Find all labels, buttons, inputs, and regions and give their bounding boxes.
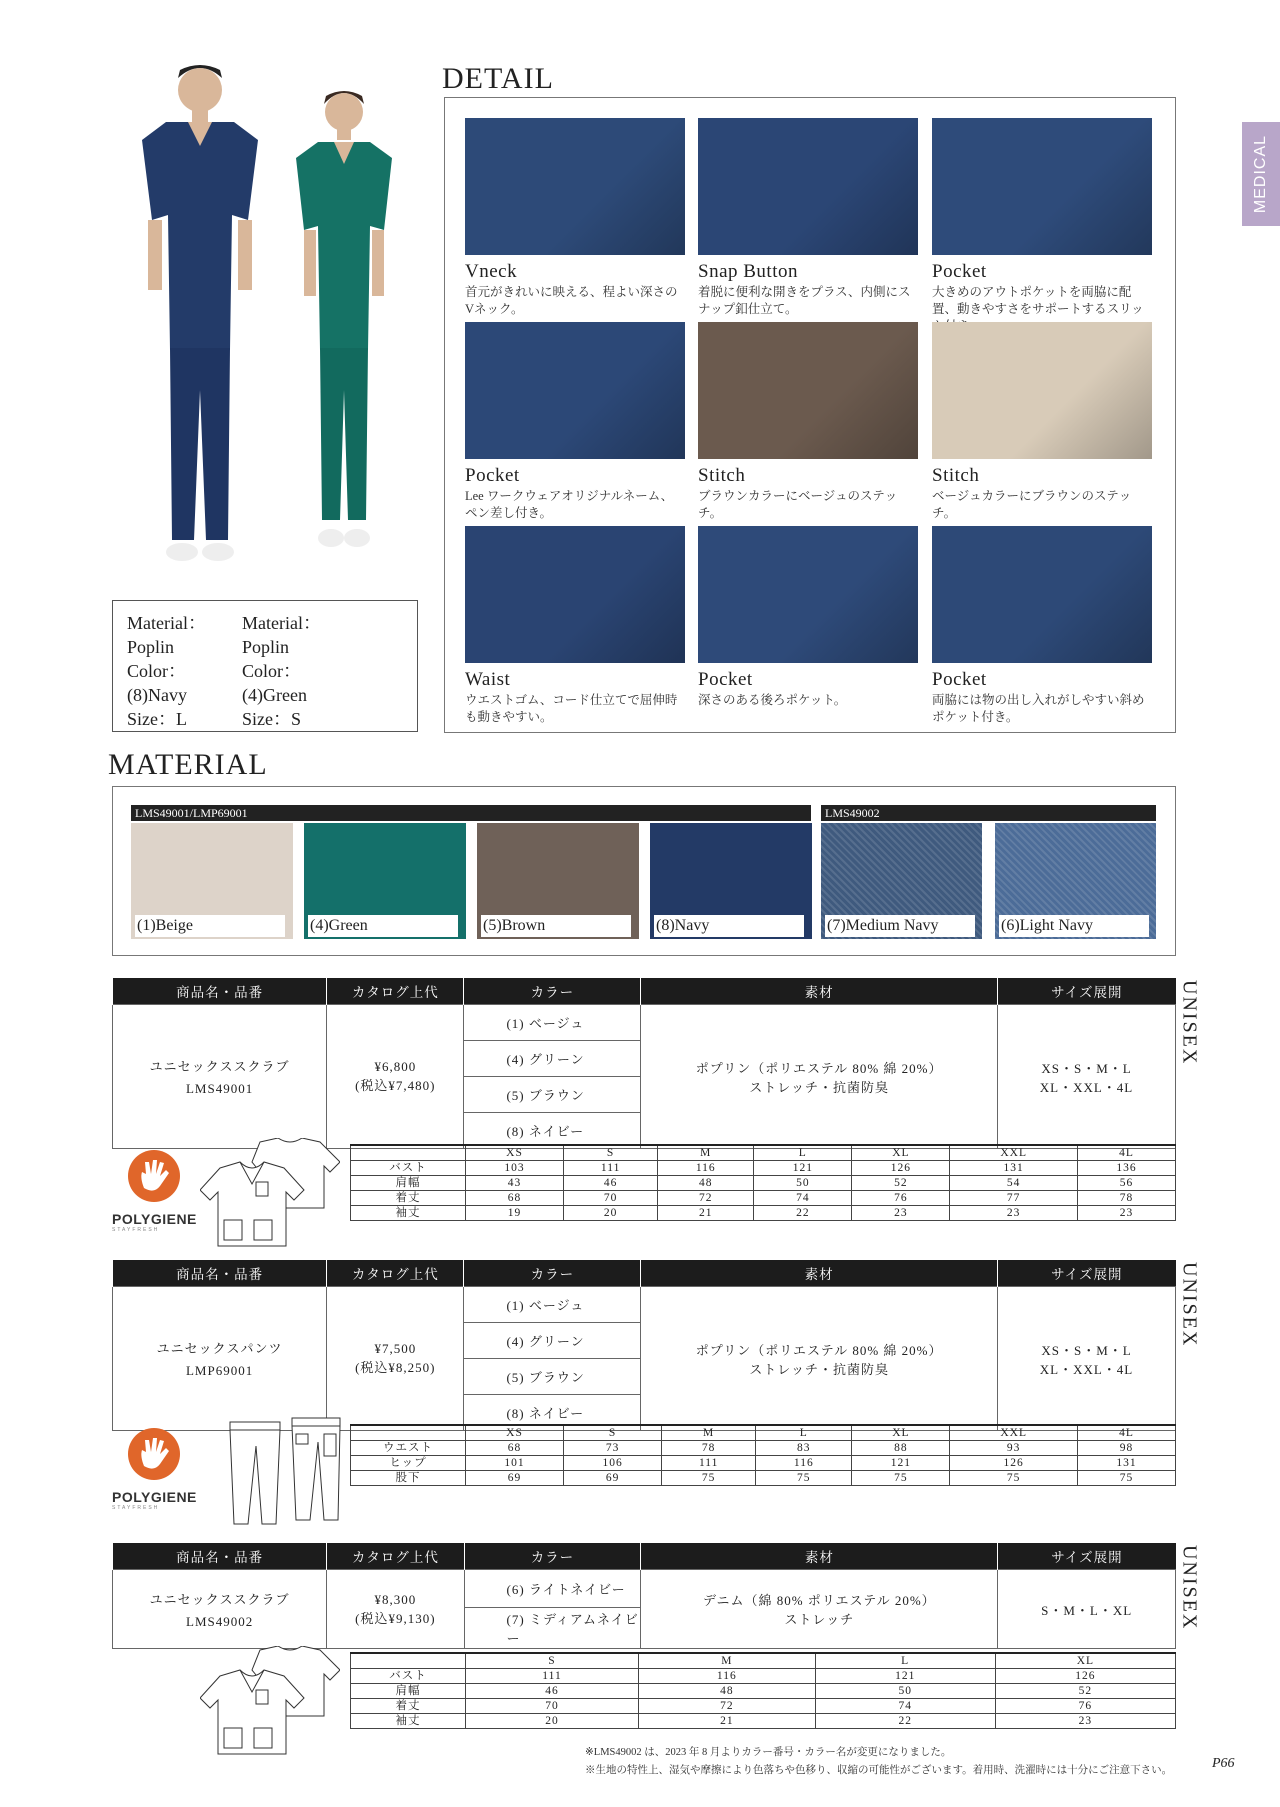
detail-description: ブラウンカラーにベージュのステッチ。 bbox=[698, 489, 898, 520]
footnotes bbox=[585, 1744, 1172, 1780]
size-col-header: L bbox=[815, 1653, 995, 1669]
size-value: 88 bbox=[852, 1441, 950, 1456]
detail-description: ベージュカラーにブラウンのステッチ。 bbox=[932, 489, 1132, 520]
product-sizes-cell bbox=[998, 1005, 1176, 1149]
size-row-label: 肩幅 bbox=[351, 1176, 466, 1191]
size-chart-corner bbox=[351, 1653, 466, 1669]
size-row-label: ヒップ bbox=[351, 1456, 466, 1471]
size-value: 131 bbox=[1077, 1456, 1175, 1471]
material-heading: MATERIAL bbox=[108, 748, 268, 781]
size-value: 50 bbox=[815, 1684, 995, 1699]
size-chart-corner bbox=[351, 1145, 466, 1161]
detail-description: ウエストゴム、コード仕立てで屈伸時も動きやすい。 bbox=[465, 693, 678, 724]
swatch-label: (8)Navy bbox=[654, 915, 804, 937]
size-chart-header bbox=[351, 1425, 1176, 1441]
product-material: ポプリン（ポリエステル 80% 綿 20%） bbox=[695, 1060, 943, 1076]
product-price-tax: (税込¥9,130) bbox=[355, 1610, 436, 1626]
size-chart bbox=[350, 1424, 1176, 1486]
detail-photo bbox=[465, 526, 685, 663]
product-price-tax: (税込¥8,250) bbox=[355, 1360, 436, 1375]
polygiene-hand-icon bbox=[126, 1426, 182, 1482]
product-row bbox=[113, 1570, 1176, 1608]
size-chart-row bbox=[351, 1699, 1176, 1714]
category-tab-label: MEDICAL bbox=[1252, 134, 1269, 214]
size-value: 72 bbox=[658, 1191, 754, 1206]
size-col-header: XL bbox=[852, 1145, 950, 1161]
size-col-header: S bbox=[466, 1653, 639, 1669]
size-col-header: L bbox=[754, 1145, 852, 1161]
product-name-cell bbox=[113, 1287, 327, 1431]
size-col-header: XL bbox=[995, 1653, 1175, 1669]
header-sizes: サイズ展開 bbox=[998, 1543, 1176, 1570]
color-swatch[interactable] bbox=[995, 823, 1156, 939]
size-value: 121 bbox=[754, 1161, 852, 1176]
size-chart-row bbox=[351, 1441, 1176, 1456]
size-row-label: 着丈 bbox=[351, 1699, 466, 1714]
size-row-label: 袖丈 bbox=[351, 1714, 466, 1729]
detail-description: 着脱に便利な開きをプラス、内側にスナップ釦仕立て。 bbox=[698, 285, 911, 316]
model-spec-box bbox=[112, 600, 418, 732]
size-chart-row bbox=[351, 1191, 1176, 1206]
size-value: 20 bbox=[466, 1714, 639, 1729]
detail-title: Pocket bbox=[932, 669, 987, 690]
material-group-label: LMS49002 bbox=[821, 805, 1156, 821]
spec-line: Material： bbox=[127, 613, 206, 633]
size-chart-row bbox=[351, 1161, 1176, 1176]
size-chart-row bbox=[351, 1684, 1176, 1699]
size-value: 19 bbox=[466, 1206, 564, 1221]
product-table-header bbox=[113, 1260, 1176, 1287]
size-value: 126 bbox=[995, 1669, 1175, 1684]
size-value: 52 bbox=[852, 1176, 950, 1191]
size-value: 74 bbox=[815, 1699, 995, 1714]
size-value: 43 bbox=[466, 1176, 564, 1191]
spec-line: Poplin bbox=[127, 637, 175, 657]
detail-photo bbox=[698, 118, 918, 255]
product-table-header bbox=[113, 978, 1176, 1005]
footnote: ※LMS49002 は、2023 年 8 月よりカラー番号・カラー名が変更になりました。 bbox=[585, 1747, 952, 1758]
material-group-label: LMS49001/LMP69001 bbox=[131, 805, 811, 821]
product-price-cell bbox=[327, 1287, 464, 1431]
product-sizes: S・M・L・XL bbox=[1041, 1602, 1133, 1618]
size-value: 50 bbox=[754, 1176, 852, 1191]
product-price: ¥7,500 bbox=[374, 1341, 417, 1356]
unisex-label: UNISEX bbox=[1178, 980, 1201, 1066]
product-color: (8) ネイビー bbox=[464, 1113, 641, 1149]
size-row-label: 袖丈 bbox=[351, 1206, 466, 1221]
product-color: (8) ネイビー bbox=[464, 1395, 641, 1431]
size-col-header: XS bbox=[466, 1425, 564, 1441]
size-row-label: 着丈 bbox=[351, 1191, 466, 1206]
detail-photo bbox=[698, 526, 918, 663]
category-tab-medical[interactable] bbox=[1242, 122, 1280, 226]
color-swatch[interactable] bbox=[650, 823, 812, 939]
product-sizes: XS・S・M・L bbox=[1041, 1342, 1132, 1358]
size-col-header: XXL bbox=[950, 1425, 1078, 1441]
detail-item bbox=[932, 118, 1152, 335]
size-chart bbox=[350, 1144, 1176, 1221]
detail-item bbox=[698, 526, 918, 709]
spec-line: Poplin bbox=[241, 637, 289, 657]
header-price: カタログ上代 bbox=[327, 1260, 464, 1287]
size-value: 54 bbox=[950, 1176, 1078, 1191]
spec-line: Material： bbox=[241, 613, 321, 633]
size-col-header: XXL bbox=[950, 1145, 1078, 1161]
product-color: (6) ライトネイビー bbox=[464, 1570, 641, 1608]
swatch-label: (7)Medium Navy bbox=[825, 915, 975, 937]
header-material: 素材 bbox=[641, 978, 998, 1005]
product-price: ¥6,800 bbox=[374, 1059, 417, 1074]
header-sizes: サイズ展開 bbox=[998, 1260, 1176, 1287]
detail-title: Stitch bbox=[932, 465, 980, 486]
size-col-header: 4L bbox=[1077, 1425, 1175, 1441]
size-value: 111 bbox=[466, 1669, 639, 1684]
product-color: (4) グリーン bbox=[464, 1041, 641, 1077]
polygiene-logo bbox=[112, 1148, 200, 1233]
size-value: 22 bbox=[815, 1714, 995, 1729]
header-name: 商品名・品番 bbox=[113, 1260, 327, 1287]
size-col-header: 4L bbox=[1077, 1145, 1175, 1161]
header-color: カラー bbox=[464, 1260, 641, 1287]
color-swatch[interactable] bbox=[131, 823, 293, 939]
size-value: 77 bbox=[950, 1191, 1078, 1206]
detail-description: 大きめのアウトポケットを両脇に配置、動きやすさをサポートするスリッ bbox=[932, 285, 1144, 316]
swatch-label: (1)Beige bbox=[135, 915, 285, 937]
size-value: 23 bbox=[950, 1206, 1078, 1221]
product-price: ¥8,300 bbox=[374, 1591, 417, 1607]
detail-grid bbox=[444, 97, 1176, 733]
header-color: カラー bbox=[464, 1543, 641, 1570]
product-material-features: ストレッチ・抗菌防臭 bbox=[749, 1361, 890, 1377]
size-chart-row bbox=[351, 1456, 1176, 1471]
material-swatches bbox=[112, 786, 1176, 956]
size-value: 68 bbox=[466, 1441, 564, 1456]
footnote: ※生地の特性上、湿気や摩擦により色落ちや色移り、収縮の可能性がございます。着用時、洗濯時には十分にご注意下さい。 bbox=[585, 1765, 1173, 1776]
product-material-cell bbox=[641, 1570, 998, 1649]
size-col-header: XL bbox=[852, 1425, 950, 1441]
color-swatch[interactable] bbox=[304, 823, 466, 939]
size-value: 126 bbox=[950, 1456, 1078, 1471]
detail-description: Lee ワークウェアオリジナルネーム、ペン差し付き。 bbox=[465, 489, 674, 520]
header-price: カタログ上代 bbox=[327, 978, 464, 1005]
detail-item bbox=[465, 322, 685, 522]
size-value: 103 bbox=[466, 1161, 564, 1176]
header-name: 商品名・品番 bbox=[113, 1543, 327, 1570]
swatch-label: (5)Brown bbox=[481, 915, 631, 937]
polygiene-tagline: STAYFRESH bbox=[112, 1505, 160, 1511]
model-spec-right bbox=[241, 611, 321, 729]
product-table bbox=[112, 1260, 1176, 1431]
detail-photo bbox=[932, 118, 1152, 255]
product-color: (1) ベージュ bbox=[464, 1005, 641, 1041]
polygiene-wordmark: POLYGIENE bbox=[112, 1489, 197, 1505]
product-table bbox=[112, 1543, 1176, 1649]
size-value: 116 bbox=[639, 1669, 816, 1684]
size-value: 52 bbox=[995, 1684, 1175, 1699]
swatch-label: (6)Light Navy bbox=[999, 915, 1149, 937]
size-value: 76 bbox=[852, 1191, 950, 1206]
size-value: 69 bbox=[466, 1471, 564, 1486]
polygiene-wordmark: POLYGIENE bbox=[112, 1211, 197, 1227]
size-value: 56 bbox=[1077, 1176, 1175, 1191]
size-col-header: M bbox=[639, 1653, 816, 1669]
size-value: 116 bbox=[756, 1456, 852, 1471]
product-name-cell bbox=[113, 1005, 327, 1149]
product-sizes-2: XL・XXL・4L bbox=[1039, 1361, 1134, 1377]
size-row-label: 肩幅 bbox=[351, 1684, 466, 1699]
size-value: 78 bbox=[662, 1441, 756, 1456]
size-value: 48 bbox=[639, 1684, 816, 1699]
detail-title: Pocket bbox=[698, 669, 753, 690]
product-name: ユニセックススクラブ bbox=[149, 1059, 290, 1074]
size-value: 46 bbox=[466, 1684, 639, 1699]
color-swatch[interactable] bbox=[821, 823, 982, 939]
header-sizes: サイズ展開 bbox=[998, 978, 1176, 1005]
size-value: 20 bbox=[564, 1206, 658, 1221]
product-price-cell bbox=[327, 1570, 464, 1649]
detail-title: Stitch bbox=[698, 465, 746, 486]
header-price: カタログ上代 bbox=[327, 1543, 464, 1570]
product-color: (7) ミディアムネイビー bbox=[464, 1608, 641, 1649]
detail-item bbox=[932, 526, 1152, 726]
detail-photo bbox=[932, 322, 1152, 459]
size-value: 75 bbox=[950, 1471, 1078, 1486]
polygiene-tagline: STAYFRESH bbox=[112, 1227, 160, 1233]
detail-item bbox=[465, 526, 685, 726]
detail-title: Snap Button bbox=[698, 261, 798, 282]
detail-photo bbox=[465, 322, 685, 459]
size-value: 121 bbox=[815, 1669, 995, 1684]
size-value: 69 bbox=[564, 1471, 662, 1486]
size-value: 21 bbox=[658, 1206, 754, 1221]
size-value: 116 bbox=[658, 1161, 754, 1176]
size-chart-corner bbox=[351, 1425, 466, 1441]
unisex-label: UNISEX bbox=[1178, 1545, 1201, 1631]
polygiene-hand-icon bbox=[126, 1148, 182, 1204]
product-material-features: ストレッチ bbox=[784, 1612, 855, 1627]
product-name: ユニセックスパンツ bbox=[156, 1341, 283, 1356]
size-value: 111 bbox=[662, 1456, 756, 1471]
product-code: LMS49001 bbox=[185, 1081, 254, 1096]
detail-title: Pocket bbox=[465, 465, 520, 486]
product-sizes: XS・S・M・L bbox=[1041, 1060, 1132, 1076]
product-table bbox=[112, 978, 1176, 1149]
product-price-tax: (税込¥7,480) bbox=[355, 1078, 436, 1093]
product-material-cell bbox=[641, 1005, 998, 1149]
header-color: カラー bbox=[464, 978, 641, 1005]
size-value: 23 bbox=[852, 1206, 950, 1221]
size-chart-row bbox=[351, 1206, 1176, 1221]
spec-line: Size：L bbox=[127, 709, 187, 729]
size-value: 83 bbox=[756, 1441, 852, 1456]
size-value: 75 bbox=[852, 1471, 950, 1486]
size-value: 75 bbox=[1077, 1471, 1175, 1486]
product-color: (4) グリーン bbox=[464, 1323, 641, 1359]
size-value: 111 bbox=[564, 1161, 658, 1176]
spec-line: (8)Navy bbox=[127, 685, 187, 705]
detail-description: 首元がきれいに映える、程よい深さのVネック。 bbox=[465, 285, 678, 316]
size-value: 93 bbox=[950, 1441, 1078, 1456]
size-value: 101 bbox=[466, 1456, 564, 1471]
size-value: 46 bbox=[564, 1176, 658, 1191]
polygiene-logo bbox=[112, 1426, 200, 1511]
product-code: LMS49002 bbox=[186, 1613, 254, 1629]
size-value: 70 bbox=[564, 1191, 658, 1206]
size-value: 68 bbox=[466, 1191, 564, 1206]
size-value: 121 bbox=[852, 1456, 950, 1471]
product-name-cell bbox=[113, 1570, 327, 1649]
size-chart-header bbox=[351, 1653, 1176, 1669]
size-chart-row bbox=[351, 1471, 1176, 1486]
size-value: 75 bbox=[756, 1471, 852, 1486]
detail-title: Waist bbox=[465, 669, 511, 690]
detail-title: Vneck bbox=[465, 261, 518, 282]
swatch-label: (4)Green bbox=[308, 915, 458, 937]
product-material-cell bbox=[641, 1287, 998, 1431]
size-value: 23 bbox=[995, 1714, 1175, 1729]
size-value: 75 bbox=[662, 1471, 756, 1486]
size-value: 126 bbox=[852, 1161, 950, 1176]
size-chart-header bbox=[351, 1145, 1176, 1161]
models-photo bbox=[108, 60, 428, 595]
size-value: 131 bbox=[950, 1161, 1078, 1176]
product-material-features: ストレッチ・抗菌防臭 bbox=[749, 1079, 890, 1095]
size-chart bbox=[350, 1652, 1176, 1729]
size-value: 78 bbox=[1077, 1191, 1175, 1206]
size-value: 136 bbox=[1077, 1161, 1175, 1176]
product-code: LMP69001 bbox=[185, 1363, 254, 1378]
product-color: (5) ブラウン bbox=[464, 1359, 641, 1395]
size-value: 98 bbox=[1077, 1441, 1175, 1456]
product-row bbox=[113, 1287, 1176, 1323]
size-value: 48 bbox=[658, 1176, 754, 1191]
detail-description: 両脇には物の出し入れがしやすい斜めポケット付き。 bbox=[932, 693, 1145, 724]
detail-photo bbox=[932, 526, 1152, 663]
size-chart-row bbox=[351, 1176, 1176, 1191]
spec-line: (4)Green bbox=[241, 685, 307, 705]
size-col-header: S bbox=[564, 1145, 658, 1161]
spec-line: Size：S bbox=[241, 709, 301, 729]
size-value: 21 bbox=[639, 1714, 816, 1729]
product-color: (5) ブラウン bbox=[464, 1077, 641, 1113]
product-name: ユニセックススクラブ bbox=[149, 1591, 290, 1607]
size-col-header: M bbox=[658, 1145, 754, 1161]
detail-photo bbox=[698, 322, 918, 459]
product-material: ポプリン（ポリエステル 80% 綿 20%） bbox=[695, 1342, 943, 1358]
detail-title: Pocket bbox=[932, 261, 987, 282]
size-value: 72 bbox=[639, 1699, 816, 1714]
size-col-header: L bbox=[756, 1425, 852, 1441]
product-row bbox=[113, 1005, 1176, 1041]
unisex-label: UNISEX bbox=[1178, 1262, 1201, 1348]
detail-item bbox=[465, 118, 685, 318]
size-row-label: バスト bbox=[351, 1161, 466, 1176]
product-color: (1) ベージュ bbox=[464, 1287, 641, 1323]
product-sizes-2: XL・XXL・4L bbox=[1039, 1079, 1134, 1095]
detail-photo bbox=[465, 118, 685, 255]
detail-item bbox=[698, 118, 918, 318]
model-spec-left bbox=[127, 611, 206, 729]
size-row-label: ウエスト bbox=[351, 1441, 466, 1456]
page-number: P66 bbox=[1212, 1756, 1235, 1771]
product-material: デニム（綿 80% ポリエステル 20%） bbox=[702, 1593, 936, 1608]
header-material: 素材 bbox=[641, 1260, 998, 1287]
size-row-label: 股下 bbox=[351, 1471, 466, 1486]
header-name: 商品名・品番 bbox=[113, 978, 327, 1005]
size-value: 73 bbox=[564, 1441, 662, 1456]
spec-line: Color： bbox=[127, 661, 187, 681]
spec-line: Color： bbox=[241, 661, 301, 681]
size-value: 76 bbox=[995, 1699, 1175, 1714]
detail-description: 深さのある後ろポケット。 bbox=[698, 693, 847, 707]
size-value: 70 bbox=[466, 1699, 639, 1714]
product-price-cell bbox=[327, 1005, 464, 1149]
pants-flat-sketch bbox=[222, 1416, 362, 1526]
size-value: 23 bbox=[1077, 1206, 1175, 1221]
size-chart-row bbox=[351, 1669, 1176, 1684]
detail-item bbox=[698, 322, 918, 522]
size-col-header: S bbox=[564, 1425, 662, 1441]
color-swatch[interactable] bbox=[477, 823, 639, 939]
size-col-header: M bbox=[662, 1425, 756, 1441]
detail-item bbox=[932, 322, 1152, 522]
scrub-flat-sketch bbox=[200, 1138, 340, 1248]
size-value: 106 bbox=[564, 1456, 662, 1471]
product-sizes-cell bbox=[998, 1570, 1176, 1649]
product-table-header bbox=[113, 1543, 1176, 1570]
scrub-flat-sketch bbox=[200, 1646, 340, 1756]
size-col-header: XS bbox=[466, 1145, 564, 1161]
size-value: 74 bbox=[754, 1191, 852, 1206]
header-material: 素材 bbox=[641, 1543, 998, 1570]
size-row-label: バスト bbox=[351, 1669, 466, 1684]
detail-heading: DETAIL bbox=[442, 62, 554, 95]
product-sizes-cell bbox=[998, 1287, 1176, 1431]
size-chart-row bbox=[351, 1714, 1176, 1729]
size-value: 22 bbox=[754, 1206, 852, 1221]
